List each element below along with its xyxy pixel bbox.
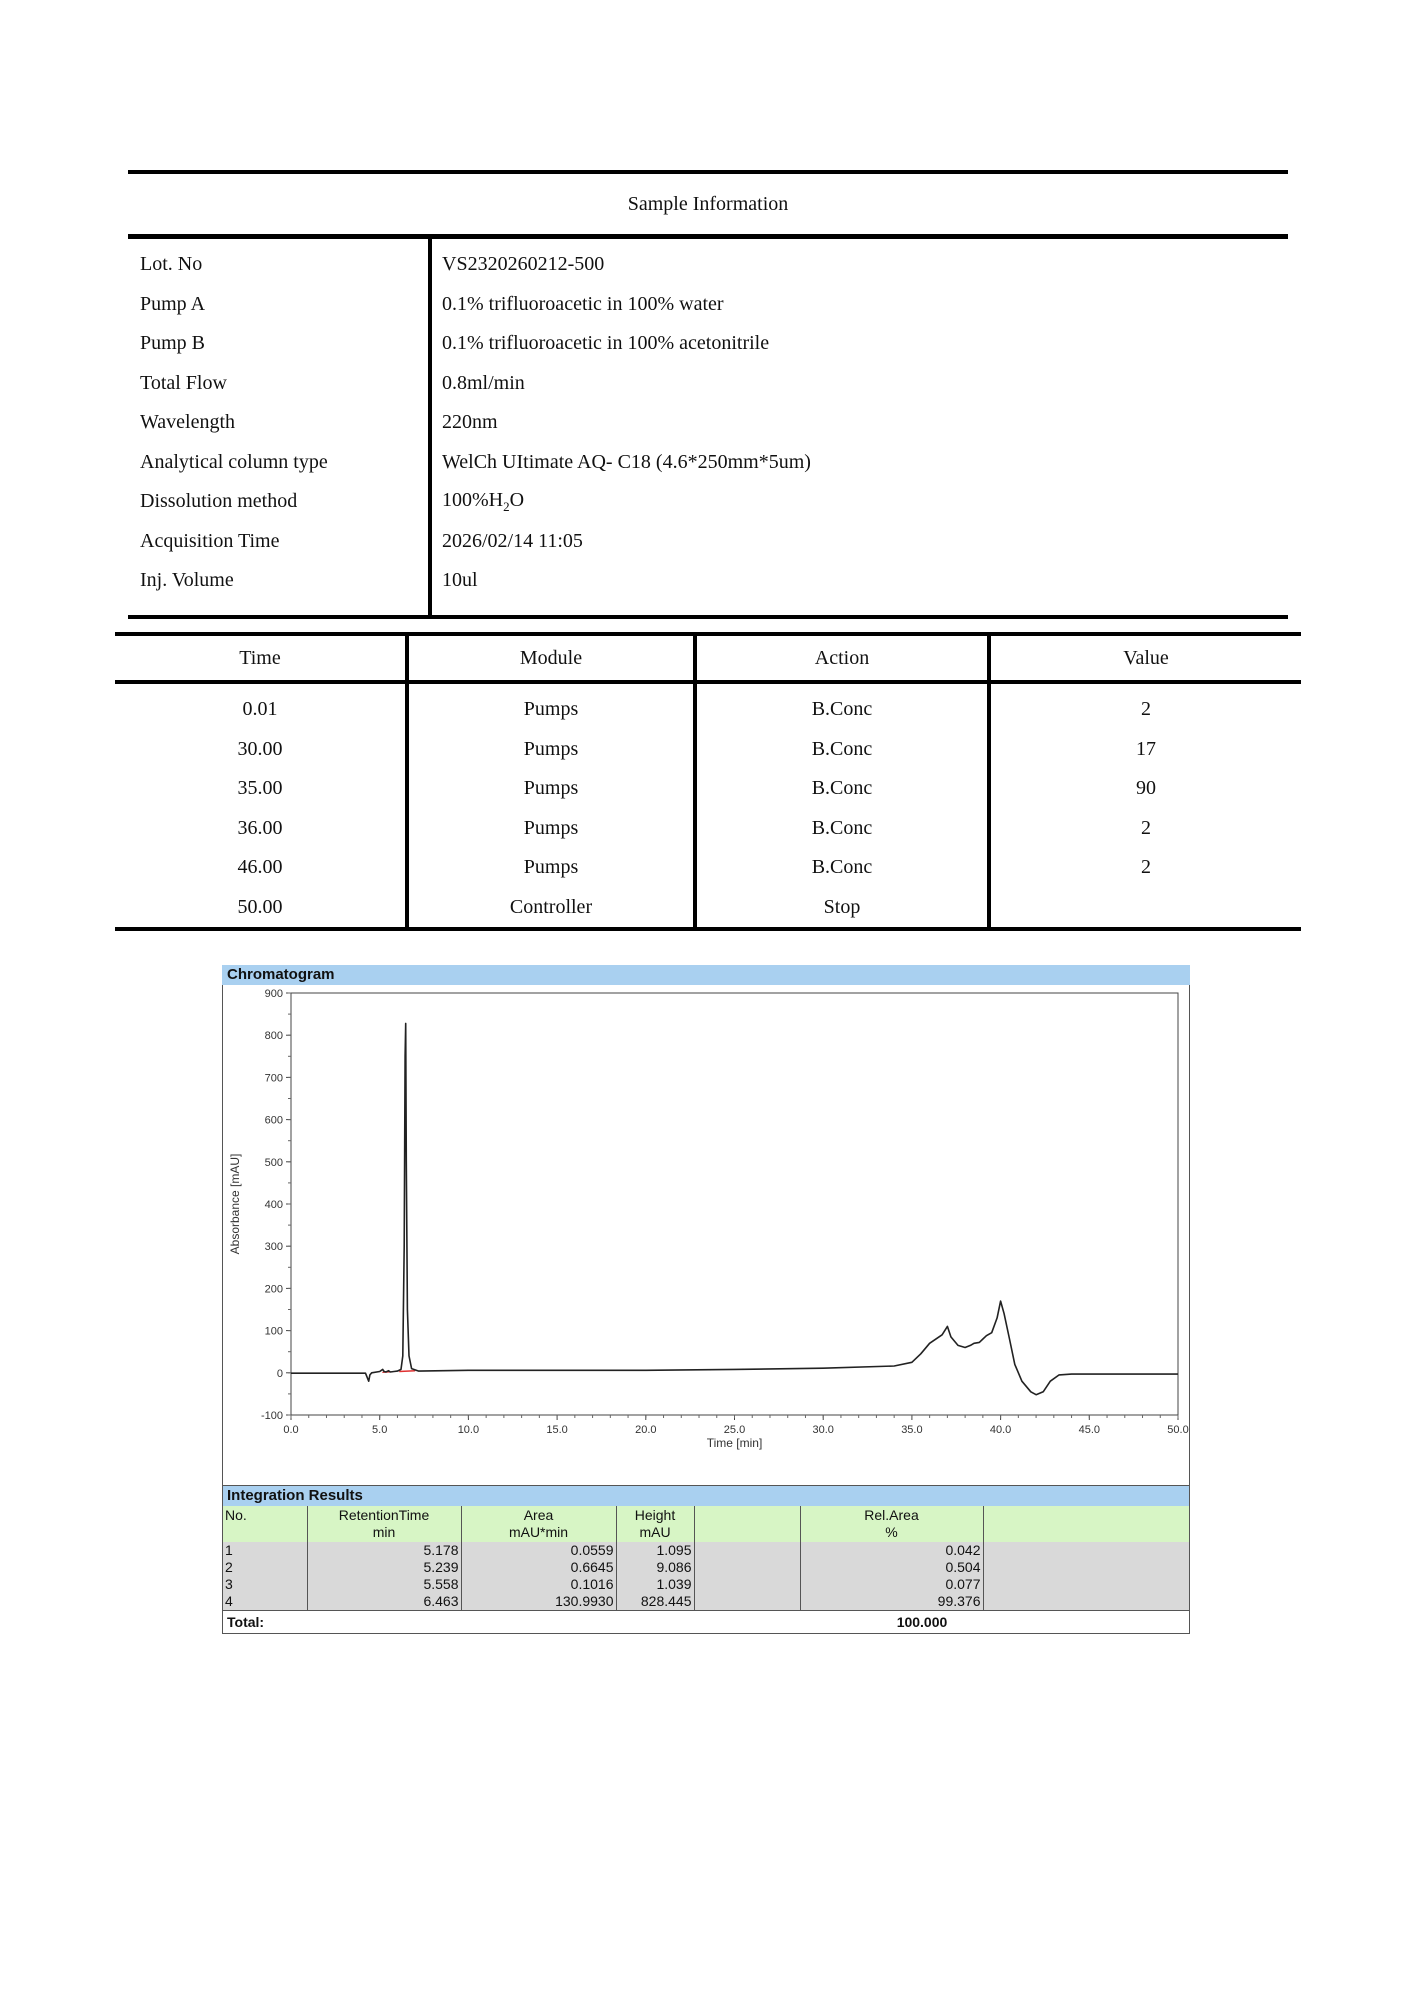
action-cell: B.Conc (811, 737, 873, 760)
info-row-total-flow (128, 364, 1288, 404)
header-top-text (697, 1507, 798, 1524)
table-row (223, 1559, 1189, 1576)
time-cell: 35.00 (237, 777, 283, 799)
y-tick-label: 300 (264, 1241, 283, 1254)
integration-header-row (223, 1506, 1189, 1542)
x-tick-label: 0.0 (283, 1424, 299, 1436)
sample-information-body (128, 239, 1288, 615)
table-cell: 5.558 (307, 1576, 461, 1593)
y-tick-label: 200 (264, 1283, 283, 1296)
action-cell: B.Conc (811, 698, 873, 720)
x-tick-label: 40.0 (989, 1424, 1012, 1436)
x-tick-label: 45.0 (1078, 1424, 1101, 1436)
action-cell: B.Conc (811, 816, 873, 839)
header-top-text: Height (634, 1507, 676, 1523)
table-cell: 130.9930 (461, 1593, 616, 1610)
integration-header-cell (307, 1506, 461, 1542)
table-row (223, 1576, 1189, 1593)
info-label: Inj. Volume (140, 569, 234, 592)
y-tick-label: 500 (264, 1156, 283, 1169)
info-label: Analytical column type (140, 450, 328, 473)
header-unit-text: % (885, 1524, 898, 1540)
integration-header (223, 1506, 1189, 1542)
value-cell: 2 (1141, 856, 1151, 878)
y-tick-label: 800 (264, 1030, 283, 1043)
module-cell: Pumps (523, 816, 579, 839)
integration-table (223, 1506, 1189, 1610)
integration-header-cell (983, 1506, 1189, 1542)
info-row-dissolution-method (128, 482, 1288, 522)
table-cell: 9.086 (616, 1559, 694, 1576)
info-value: 0.1% trifluoroacetic in 100% water (442, 292, 724, 315)
info-value: VS2320260212-500 (442, 253, 605, 276)
total-label: Total: (227, 1614, 265, 1630)
info-label: Pump A (140, 292, 206, 315)
gradient-body (115, 684, 1301, 927)
integration-header-cell (694, 1506, 800, 1542)
info-value: 220nm (442, 411, 498, 434)
table-cell (983, 1576, 1189, 1593)
info-row-inj-volume (128, 561, 1288, 601)
info-value (428, 489, 524, 515)
table-row (223, 1593, 1189, 1610)
info-value: 0.1% trifluoroacetic in 100% acetonitrile (442, 332, 770, 355)
table-cell: 3 (223, 1576, 307, 1593)
time-cell: 30.00 (237, 737, 283, 760)
table-cell: 0.042 (800, 1542, 983, 1559)
table-cell: 5.239 (307, 1559, 461, 1576)
header-action: Action (693, 636, 987, 680)
table-bottom-rule (128, 615, 1288, 619)
header-module: Module (405, 636, 693, 680)
table-cell: 1 (223, 1542, 307, 1559)
info-label: Pump B (140, 332, 206, 355)
y-tick-label: 700 (264, 1072, 283, 1085)
y-tick-label: -100 (260, 1410, 283, 1422)
integration-header-cell (616, 1506, 694, 1542)
gradient-program-table (115, 632, 1301, 931)
x-tick-label: 15.0 (546, 1424, 568, 1436)
integration-header-cell (800, 1506, 983, 1542)
action-cell: Stop (823, 895, 861, 918)
action-cell: B.Conc (811, 777, 873, 799)
table-cell: 0.077 (800, 1576, 983, 1593)
table-cell: 1.095 (616, 1542, 694, 1559)
table-cell: 99.376 (800, 1593, 983, 1610)
header-top-text: RetentionTime (338, 1507, 430, 1523)
table-cell: 0.504 (800, 1559, 983, 1576)
x-tick-label: 50.0 (1167, 1424, 1189, 1436)
info-label: Wavelength (140, 411, 236, 434)
column-divider (428, 239, 432, 615)
table-cell (983, 1559, 1189, 1576)
y-tick-label: 400 (264, 1199, 283, 1211)
value-prefix: 100%H (442, 488, 504, 511)
time-cell: 36.00 (237, 816, 283, 839)
info-label: Dissolution method (140, 490, 298, 513)
plot-frame (291, 993, 1178, 1415)
header-time: Time (239, 647, 281, 669)
x-axis-label: Time [min] (706, 1436, 763, 1450)
info-value: WelCh UItimate AQ- C18 (4.6*250mm*5um) (442, 450, 811, 473)
value-subscript: 2 (503, 498, 510, 514)
time-cell: 50.00 (237, 895, 283, 918)
value-suffix: O (509, 488, 525, 511)
table-cell: 2 (223, 1559, 307, 1576)
y-tick-label: 0 (276, 1367, 283, 1380)
integration-header-cell (461, 1506, 616, 1542)
header-unit-text (986, 1524, 1188, 1541)
info-row-acquisition-time (128, 522, 1288, 562)
value-cell: 90 (1136, 777, 1156, 799)
table-cell: 5.178 (307, 1542, 461, 1559)
integration-body (223, 1542, 1189, 1610)
module-cell: Pumps (523, 777, 579, 799)
x-tick-label: 30.0 (812, 1424, 834, 1436)
info-row-column-type (128, 443, 1288, 483)
integration-title: Integration Results (223, 1486, 1189, 1506)
header-unit-text (225, 1524, 305, 1541)
module-cell: Controller (509, 895, 593, 918)
chromatogram-plot (222, 985, 1190, 1486)
x-tick-label: 35.0 (901, 1424, 923, 1436)
header-unit-text (697, 1524, 798, 1541)
integration-baseline (399, 1371, 415, 1372)
chromatogram-chart (223, 985, 1189, 1485)
x-tick-label: 5.0 (372, 1424, 388, 1436)
y-tick-label: 600 (264, 1114, 283, 1127)
time-cell: 46.00 (237, 856, 283, 878)
x-tick-label: 10.0 (457, 1424, 480, 1436)
table-cell: 1.039 (616, 1576, 694, 1593)
header-top-text (986, 1507, 1188, 1524)
header-top-text: No. (225, 1507, 247, 1523)
info-value: 2026/02/14 11:05 (442, 529, 583, 552)
header-top-text: Rel.Area (864, 1507, 919, 1523)
x-tick-label: 20.0 (635, 1424, 657, 1436)
action-column (693, 684, 987, 927)
header-value: Value (987, 636, 1301, 680)
info-label: Total Flow (140, 371, 227, 394)
sample-information-title: Sample Information (627, 193, 789, 215)
info-row-lot-no (128, 245, 1288, 285)
info-row-wavelength (128, 403, 1288, 443)
table-cell: 0.6645 (461, 1559, 616, 1576)
module-column (405, 684, 693, 927)
value-column (987, 684, 1301, 927)
header-top-text: Area (523, 1507, 554, 1523)
x-tick-label: 25.0 (723, 1424, 746, 1436)
header-unit-text: mAU*min (508, 1524, 569, 1540)
table-cell: 4 (223, 1593, 307, 1610)
table-cell (694, 1576, 800, 1593)
table-cell (694, 1559, 800, 1576)
table-row (223, 1542, 1189, 1559)
table-cell: 6.463 (307, 1593, 461, 1610)
header-unit-text: mAU (639, 1524, 671, 1540)
info-value: 10ul (442, 569, 478, 592)
chromatogram-panel (222, 965, 1190, 1647)
value-cell: 2 (1141, 816, 1151, 839)
sample-information-table (128, 170, 1288, 619)
gradient-header-row (115, 636, 1301, 680)
table-cell (983, 1542, 1189, 1559)
module-cell: Pumps (523, 737, 579, 760)
module-cell: Pumps (523, 856, 579, 878)
info-value: 0.8ml/min (442, 371, 525, 394)
info-row-pump-b (128, 324, 1288, 364)
table-cell (694, 1542, 800, 1559)
y-axis-label: Absorbance [mAU] (228, 1153, 242, 1255)
chromatogram-title: Chromatogram (222, 965, 1190, 985)
table-cell: 0.1016 (461, 1576, 616, 1593)
module-cell: Pumps (523, 698, 579, 720)
table-bottom-rule (115, 927, 1301, 931)
table-cell: 828.445 (616, 1593, 694, 1610)
table-cell (694, 1593, 800, 1610)
y-tick-label: 900 (264, 988, 283, 1000)
table-cell (983, 1593, 1189, 1610)
integration-total-row (223, 1610, 1189, 1633)
value-cell: 17 (1136, 737, 1156, 760)
info-label: Lot. No (140, 253, 203, 276)
value-cell: 2 (1141, 698, 1151, 720)
time-column (115, 684, 405, 927)
integration-results (222, 1486, 1190, 1634)
action-cell: B.Conc (811, 856, 873, 878)
y-tick-label: 100 (264, 1325, 283, 1338)
header-unit-text: min (372, 1524, 396, 1540)
total-value: 100.000 (896, 1614, 948, 1630)
time-cell: 0.01 (242, 698, 278, 720)
value-cell (991, 888, 1301, 928)
info-label: Acquisition Time (140, 529, 280, 552)
info-row-pump-a (128, 285, 1288, 325)
table-cell: 0.0559 (461, 1542, 616, 1559)
integration-header-cell (223, 1506, 307, 1542)
